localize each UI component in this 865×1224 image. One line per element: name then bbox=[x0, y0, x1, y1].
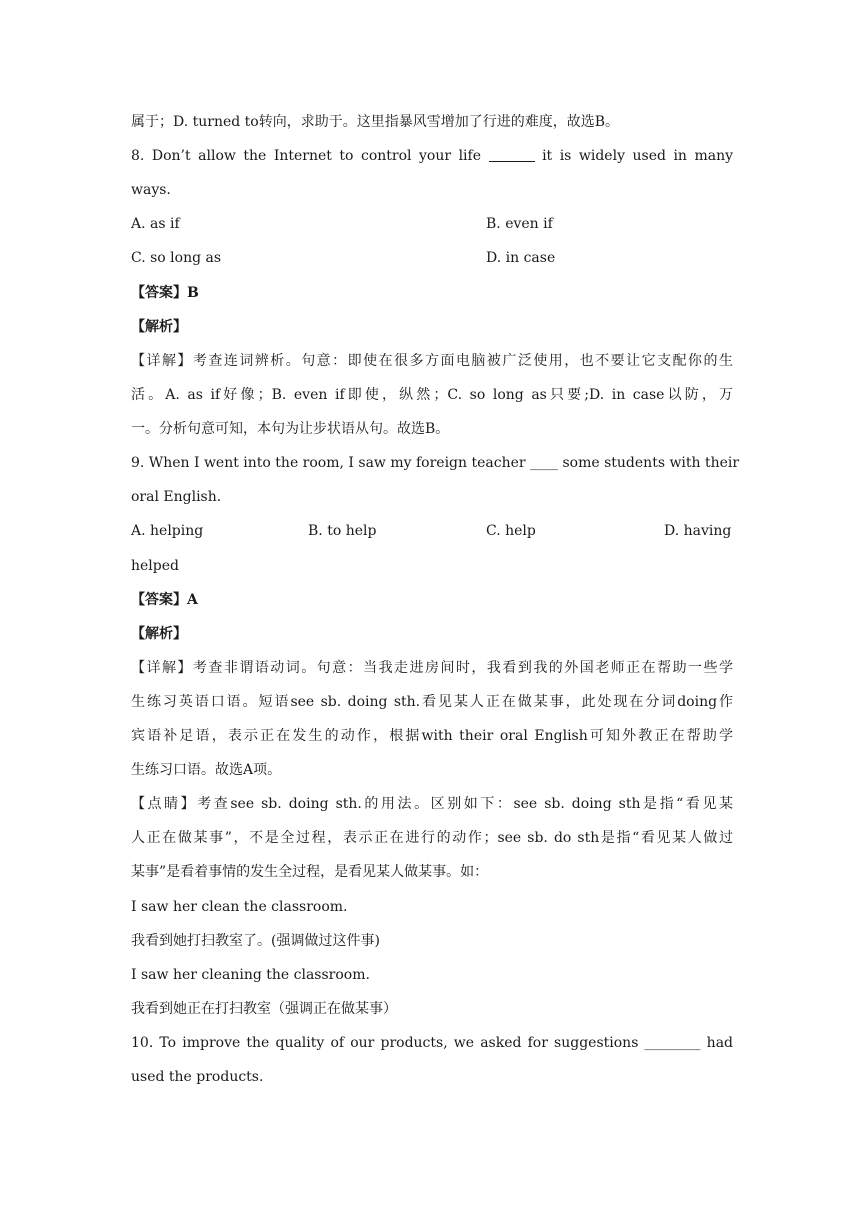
question-9-option-d: D. having bbox=[664, 523, 732, 539]
question-8-stem-cont: ways. bbox=[131, 182, 171, 198]
explanation-9-line: 【详解】考查非谓语动词。句意：当我走进房间时，我看到我的外国老师正在帮助一些学 bbox=[131, 660, 733, 676]
question-8-option-b: B. even if bbox=[486, 216, 553, 232]
question-8-option-c: C. so long as bbox=[131, 250, 222, 266]
example-translation: 我看到她打扫教室了。(强调做过这件事) bbox=[131, 933, 380, 949]
question-9-option-b: B. to help bbox=[308, 523, 377, 539]
question-10-stem-cont: used the products. bbox=[131, 1069, 264, 1085]
question-8-stem-part2: it is widely used in many bbox=[542, 148, 734, 164]
question-9-option-c: C. help bbox=[486, 523, 536, 539]
question-8-stem bbox=[131, 146, 733, 166]
question-10-stem: 10. To improve the quality of our products, we asked for suggestions ________ had bbox=[131, 1035, 733, 1051]
question-9-option-d-cont: helped bbox=[131, 558, 179, 574]
tip-9-line: 某事”是看着事情的发生全过程，是看见某人做某事。如： bbox=[131, 864, 489, 880]
text-line: 属于；D. turned to转向，求助于。这里指暴风雪增加了行进的难度，故选B。 bbox=[131, 114, 620, 130]
tip-9-line: 人正在做某事”，不是全过程，表示正在进行的动作；see sb. do sth是指“看见某人做过 bbox=[131, 830, 733, 846]
explanation-9-line: 宾语补足语，表示正在发生的动作，根据with their oral English可知外教正在帮助学 bbox=[131, 728, 733, 744]
analysis-8-heading: 【解析】 bbox=[131, 319, 187, 335]
example-sentence: I saw her clean the classroom. bbox=[131, 899, 348, 915]
explanation-9-line: 生练习口语。故选A项。 bbox=[131, 762, 282, 778]
question-8-stem-part1: 8. Don’t allow the Internet to control your life bbox=[131, 148, 482, 164]
answer-blank bbox=[489, 147, 535, 162]
tip-9-line: 【点睛】考查see sb. doing sth.的用法。区别如下：see sb. doing sth是指“看见某 bbox=[131, 796, 733, 812]
example-sentence: I saw her cleaning the classroom. bbox=[131, 967, 370, 983]
explanation-8-line: 【详解】考查连词辨析。句意：即使在很多方面电脑被广泛使用，也不要让它支配你的生 bbox=[131, 353, 733, 369]
answer-8: 【答案】B bbox=[131, 285, 199, 301]
answer-9: 【答案】A bbox=[131, 592, 198, 608]
analysis-9-heading: 【解析】 bbox=[131, 626, 187, 642]
example-translation: 我看到她正在打扫教室（强调正在做某事） bbox=[131, 1001, 397, 1017]
explanation-9-line: 生练习英语口语。短语see sb. doing sth.看见某人正在做某事，此处现在分词doing作 bbox=[131, 694, 733, 710]
question-8-option-a: A. as if bbox=[131, 216, 180, 232]
question-9-stem-cont: oral English. bbox=[131, 489, 222, 505]
question-9-stem: 9. When I went into the room, I saw my foreign teacher ____ some students with their bbox=[131, 455, 740, 471]
explanation-8-line: 一。分析句意可知，本句为让步状语从句。故选B。 bbox=[131, 421, 450, 437]
question-9-option-a: A. helping bbox=[131, 523, 204, 539]
question-8-option-d: D. in case bbox=[486, 250, 556, 266]
explanation-8-line: 活。A. as if好像；B. even if即使，纵然；C. so long as只要;D. in case以防，万 bbox=[131, 387, 733, 403]
